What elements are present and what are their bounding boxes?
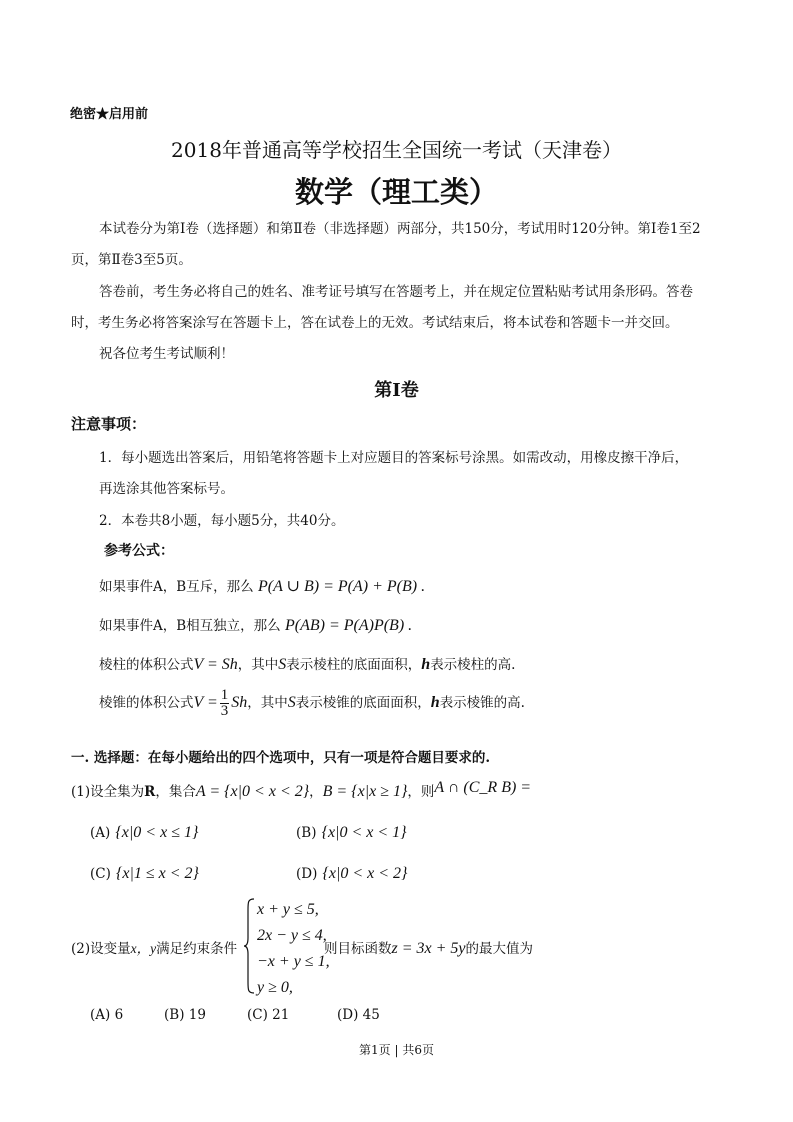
q1-expr: A ∩ (C_R B) = xyxy=(434,779,532,796)
formula-4-v: V = xyxy=(193,694,218,711)
q2-stem-post: 则目标函数 xyxy=(324,941,392,957)
formula-2 xyxy=(99,614,412,635)
intro-line-2: 页，第Ⅱ卷3至5页。 xyxy=(71,252,192,268)
constraint-system xyxy=(257,897,330,1001)
formula-4-end: 表示棱锥的高. xyxy=(439,695,525,711)
q1-option-c xyxy=(90,863,199,883)
q1-option-a-text: {x|0 < x ≤ 1} xyxy=(115,824,199,841)
formula-3-math: V = Sh xyxy=(193,656,238,673)
constraint-2: 2x − y ≤ 4, xyxy=(257,927,327,944)
formula-3-h: h xyxy=(421,656,431,673)
formulas-heading: 参考公式： xyxy=(104,543,174,559)
intro-line-4: 时，考生务必将答案涂写在答题卡上，答在试卷上的无效。考试结束后，将本试卷和答题卡一并交回。 xyxy=(71,315,679,331)
formula-1-text: 如果事件A，B互斥，那么 xyxy=(99,579,254,595)
q1-stem-mid: ，集合 xyxy=(155,784,196,800)
fraction-one-third xyxy=(220,688,230,719)
notes-heading: 注意事项： xyxy=(71,415,147,433)
formula-2-math: P(AB) = P(A)P(B) . xyxy=(284,617,413,634)
formula-2-text: 如果事件A，B相互独立，那么 xyxy=(99,618,281,634)
note-1-line-2: 再选涂其他答案标号。 xyxy=(99,481,234,497)
q2-stem-pre: (2)设变量 xyxy=(71,941,131,957)
part1-title: 第Ⅰ卷 xyxy=(374,380,419,401)
formula-4-s: S xyxy=(287,694,296,711)
formula-1 xyxy=(99,575,425,596)
formula-4-mid: ，其中 xyxy=(247,695,288,711)
section-1-heading: 一. 选择题：在每小题给出的四个选项中，只有一项是符合题目要求的. xyxy=(71,750,491,766)
q1-set-b: B = {x|x ≥ 1} xyxy=(322,783,408,800)
q2-stem-end: 的最大值为 xyxy=(465,941,534,957)
q2-option-d: (D) 45 xyxy=(337,1007,380,1023)
subject-title: 数学（理工类） xyxy=(294,175,498,209)
q1-stem-pre: (1)设全集为 xyxy=(71,784,145,800)
secret-mark: 绝密★启用前 xyxy=(70,107,149,122)
q1-option-d xyxy=(296,863,407,883)
intro-line-3: 答卷前，考生务必将自己的姓名、准考证号填写在答题考上，并在规定位置粘贴考试用条形码。答卷 xyxy=(99,284,693,300)
q1-option-b-label: (B) xyxy=(296,825,317,841)
intro-line-1: 本试卷分为第Ⅰ卷（选择题）和第Ⅱ卷（非选择题）两部分，共150分，考试用时120分钟。第Ⅰ卷1至2 xyxy=(99,221,701,237)
fraction-denominator: 3 xyxy=(220,703,229,719)
constraint-1: x + y ≤ 5, xyxy=(257,901,319,918)
q1-option-c-text: {x|1 ≤ x < 2} xyxy=(115,865,199,882)
intro-line-5: 祝各位考生考试顺利！ xyxy=(99,346,234,362)
note-2: 2．本卷共8小题，每小题5分，共40分。 xyxy=(99,513,345,529)
q1-option-a-label: (A) xyxy=(90,825,111,841)
formula-3-post: 表示棱柱的底面面积， xyxy=(286,657,422,673)
q2-option-b: (B) 19 xyxy=(164,1007,206,1023)
q1-option-b xyxy=(296,822,407,842)
q1-stem-r: R xyxy=(144,784,156,800)
q1-option-d-label: (D) xyxy=(296,866,318,882)
q2-option-c: (C) 21 xyxy=(247,1007,290,1023)
q2-option-a: (A) 6 xyxy=(90,1007,124,1023)
note-1-line-1: 1．每小题选出答案后，用铅笔将答题卡上对应题目的答案标号涂黑。如需改动，用橡皮擦干净后， xyxy=(99,450,689,466)
formula-3-s: S xyxy=(278,656,287,673)
constraint-brace xyxy=(243,898,255,994)
formula-1-math: P(A ∪ B) = P(A) + P(B) . xyxy=(257,578,426,595)
constraint-4: y ≥ 0, xyxy=(257,979,293,996)
q1-set-a: A = {x|0 < x < 2} xyxy=(195,783,310,800)
q1-option-c-label: (C) xyxy=(90,866,111,882)
exam-title: 2018年普通高等学校招生全国统一考试（天津卷） xyxy=(171,138,622,162)
question-1-stem xyxy=(71,780,531,801)
formula-3 xyxy=(99,653,515,674)
formula-3-pre: 棱柱的体积公式 xyxy=(99,657,194,673)
q2-stem-post-line xyxy=(324,937,533,958)
formula-3-end: 表示棱柱的高. xyxy=(430,657,516,673)
formula-4-sh: Sh xyxy=(231,694,248,711)
q1-then: ，则 xyxy=(407,784,435,800)
formula-4 xyxy=(99,688,525,719)
q2-vars: x，y xyxy=(130,941,157,956)
q2-objective: z = 3x + 5y xyxy=(391,940,466,957)
formula-3-mid: ，其中 xyxy=(237,657,279,673)
page-footer: 第1页 | 共6页 xyxy=(359,1043,434,1057)
q1-option-d-text: {x|0 < x < 2} xyxy=(322,865,408,882)
formula-4-h: h xyxy=(430,694,440,711)
fraction-numerator: 1 xyxy=(220,687,229,703)
q2-stem-mid: 满足约束条件 xyxy=(156,941,238,957)
q1-sep: ， xyxy=(309,784,323,800)
q2-stem-pre-line xyxy=(71,937,237,957)
formula-4-pre: 棱锥的体积公式 xyxy=(99,695,194,711)
q1-option-b-text: {x|0 < x < 1} xyxy=(321,824,407,841)
formula-4-post: 表示棱锥的底面面积， xyxy=(295,695,431,711)
constraint-3: −x + y ≤ 1, xyxy=(257,953,330,970)
q1-option-a xyxy=(90,822,198,842)
